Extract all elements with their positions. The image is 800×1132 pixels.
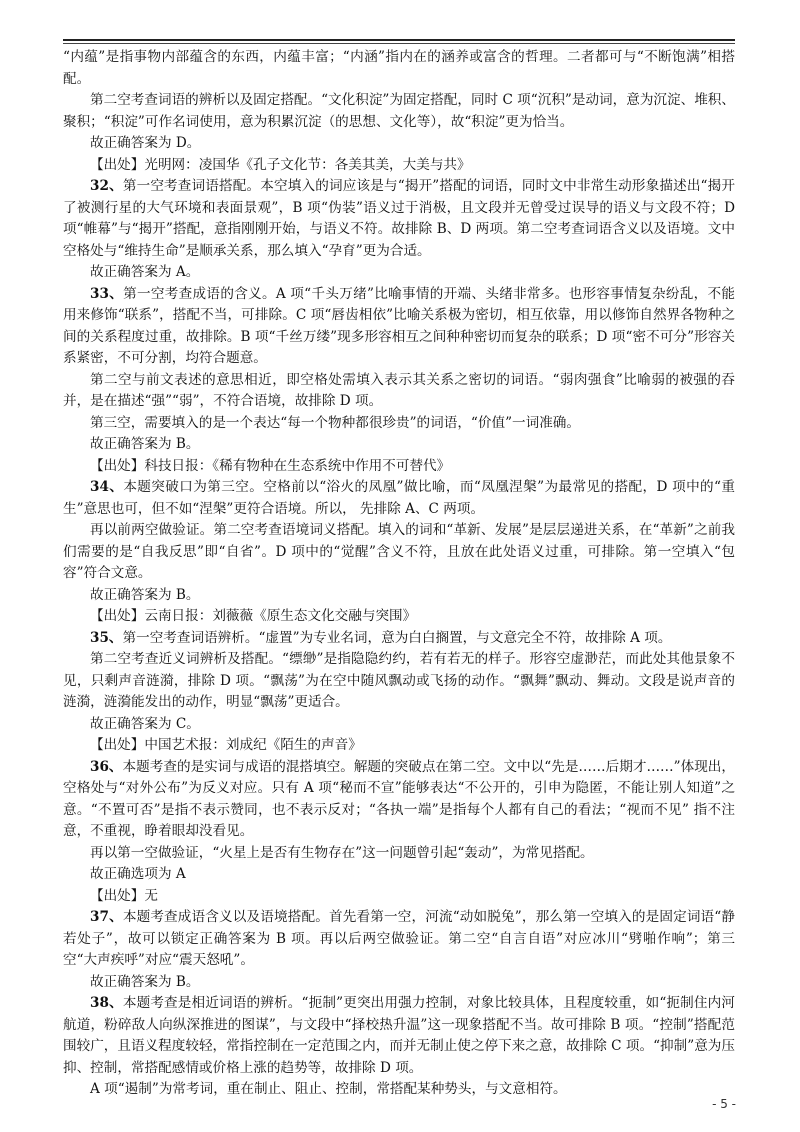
paragraph (63, 757, 735, 843)
paragraph (63, 907, 735, 972)
page-number: - 5 - (712, 1097, 736, 1111)
paragraph (63, 993, 735, 1079)
paragraph-text: 【出处】中国艺术报：刘成纪《陌生的声音》 (90, 737, 362, 753)
paragraph (63, 133, 735, 155)
paragraph (63, 649, 735, 714)
paragraph (63, 606, 735, 628)
header-rule-thick (63, 39, 735, 41)
paragraph (63, 886, 735, 908)
question-number: 34、 (90, 479, 124, 495)
paragraph-text: “内蕴”是指事物内部蕴含的东西，内蕴丰富；“内涵”指内在的涵养或富含的哲理。二者都可与“不断饱满”相搭配。 (63, 49, 735, 87)
paragraph (63, 176, 735, 262)
paragraph-text: 本题考查成语含义以及语境搭配。首先看第一空，河流“动如脱兔”，那么第一空填入的是固定词语“静若处子”，故可以锁定正确答案为 B 项。再以后两空做验证。第二空“自言自语”对应冰川“劈啪作响”；第三空“大声疾呼”对应“震天怒吼”。 (63, 909, 735, 968)
paragraph (63, 972, 735, 994)
question-number: 38、 (90, 995, 123, 1011)
paragraph-text: 【出处】科技日报：《稀有物种在生态系统中作用不可替代》 (90, 457, 451, 474)
question-number: 37、 (90, 909, 123, 925)
paragraph-text: 第二空与前文表述的意思相近，即空格处需填入表示其关系之密切的词语。“弱肉强食”比喻弱的被强的吞并，是在描述“强”“弱”，不符合语境，故排除 D 项。 (63, 371, 735, 409)
question-number: 35、 (90, 629, 123, 646)
paragraph (63, 284, 735, 370)
paragraph-text: 第二空考查近义词辨析及搭配。“缥缈”是指隐隐约约，若有若无的样子。形容空虚渺茫，而此处其他景象不见，只剩声音涟漪，排除 D 项。“飘荡”为在空中随风飘动或飞扬的动作。“飘舞”飘动、舞动。文段是说声音的涟漪，涟漪能发出的动作，明显“飘荡”更适合。 (63, 651, 735, 710)
question-number: 32、 (90, 178, 123, 194)
paragraph (63, 714, 735, 736)
paragraph-text: 第一空考查词语辨析。“虚置”为专业名词，意为白白搁置，与文意完全不符，故排除 A 项。 (122, 629, 672, 646)
paragraph-text: 【出处】无 (90, 887, 158, 904)
paragraph-text: 第一空考查成语的含义。A 项“千头万绪”比喻事情的开端、头绪非常多。也形容事情复杂纷乱，不能用来修饰“联系”，搭配不当，可排除。C 项“唇齿相依”比喻关系极为密切，相互依靠，用以修饰自然界各物种之间的关系程度过重，故排除。B 项“千丝万缕”现多形容相互之间种种密切而复杂的联系；D 项“密不可分”形容关系紧密，不可分割，均符合题意。 (63, 285, 735, 366)
paragraph-text: 【出处】光明网：凌国华《孔子文化节：各美其美，大美与共》 (90, 156, 471, 173)
paragraph-text: 故正确答案为 B。 (90, 973, 200, 990)
header-rule-thin (63, 43, 735, 44)
paragraph (63, 1079, 735, 1101)
paragraph-text: 故正确答案为 B。 (90, 436, 200, 452)
paragraph-text: 第三空，需要填入的是一个表达“每一个物种都很珍贵”的词语，“价值”一词准确。 (90, 414, 580, 431)
paragraph (63, 434, 735, 456)
paragraph (63, 843, 735, 865)
paragraph-text: 本题突破口为第三空。空格前以“浴火的凤凰”做比喻，而“凤凰涅槃”为最常见的搭配，D 项中的“重生”意思也可，但不如“涅槃”更符合语境。所以， 先排除 A、C 两项。 (63, 479, 735, 517)
paragraph (63, 735, 735, 757)
paragraph-text: 再以前两空做验证。第二空考查语境词义搭配。填入的词和“革新、发展”是层层递进关系，在“革新”之前我们需要的是“自我反思”即“自省”。D 项中的“觉醒”含义不符，且放在此处语义过重，可排除。第一空填入“包容”符合文意。 (63, 522, 735, 581)
question-number: 36、 (90, 758, 123, 775)
paragraph (63, 47, 735, 90)
paragraph-text: 故正确答案为 D。 (90, 135, 201, 151)
paragraph (63, 413, 735, 435)
paragraph-text: 第一空考查词语搭配。本空填入的词应该是与“揭开”搭配的词语，同时文中非常生动形象描述出“揭开了被测行星的大气环境和表面景观”，B 项“伪装”语义过于消极，且文段并无曾受过误导的语义与文段不符；D 项“帷幕”与“揭开”搭配，意指刚刚开始，与语义不符。故排除 B、D 两项。第二空考查词语含义以及语境。文中空格处与“维持生命”是顺承关系，那么填入“孕育”更为合适。 (63, 178, 735, 259)
paragraph-text: 第二空考查词语的辨析以及固定搭配。“文化积淀”为固定搭配，同时 C 项“沉积”是动词，意为沉淀、堆积、聚积；“积淀”可作名词使用，意为积累沉淀（的思想、文化等），故“积淀”更为恰当。 (63, 92, 735, 130)
paragraph (63, 262, 735, 284)
paragraph-text: 故正确答案为 C。 (90, 715, 200, 732)
paragraph (63, 155, 735, 177)
paragraph-text: 本题考查是相近词语的辨析。“扼制”更突出用强力控制，对象比较具体，且程度较重，如“扼制住内河航道，粉碎敌人向纵深推进的图谋”，与文段中“择校热升温”这一现象搭配不当。故可排除 B 项。“控制”搭配范围较广，且语义程度较轻，常指控制在一定范围之内，而并无制止使之停下来之意，故排除 C 项。“抑制”意为压抑、控制，常搭配感情或价格上涨的趋势等，故排除 D 项。 (63, 995, 735, 1076)
page-body (63, 47, 735, 1101)
paragraph (63, 628, 735, 650)
paragraph (63, 520, 735, 585)
paragraph (63, 477, 735, 520)
paragraph (63, 370, 735, 413)
paragraph (63, 585, 735, 607)
paragraph (63, 90, 735, 133)
paragraph-text: 故正确答案为 B。 (90, 586, 200, 603)
question-number: 33、 (90, 285, 124, 302)
paragraph-text: A 项“遏制”为常考词，重在制止、阻止、控制，常搭配某种势头，与文意相符。 (90, 1081, 567, 1097)
paragraph-text: 故正确选项为 A (90, 866, 186, 882)
paragraph (63, 864, 735, 886)
paragraph (63, 456, 735, 478)
paragraph-text: 本题考查的是实词与成语的混搭填空。解题的突破点在第二空。文中以“先是……后期才……”体现出，空格处与“对外公布”为反义对应。只有 A 项“秘而不宣”能够表达“不公开的，引申为隐匿，不能让别人知道”之意。“不置可否”是指不表示赞同，也不表示反对；“各执一端”是指每个人都有自己的看法；“视而不见” 指不注意，不重视，睁着眼却没看见。 (63, 758, 736, 839)
paragraph-text: 故正确答案为 A。 (90, 264, 200, 280)
paragraph-text: 【出处】云南日报：刘薇薇《原生态文化交融与突围》 (90, 608, 417, 624)
paragraph-text: 再以第一空做验证，“火星上是否有生物存在”这一问题曾引起“轰动”，为常见搭配。 (90, 844, 594, 861)
